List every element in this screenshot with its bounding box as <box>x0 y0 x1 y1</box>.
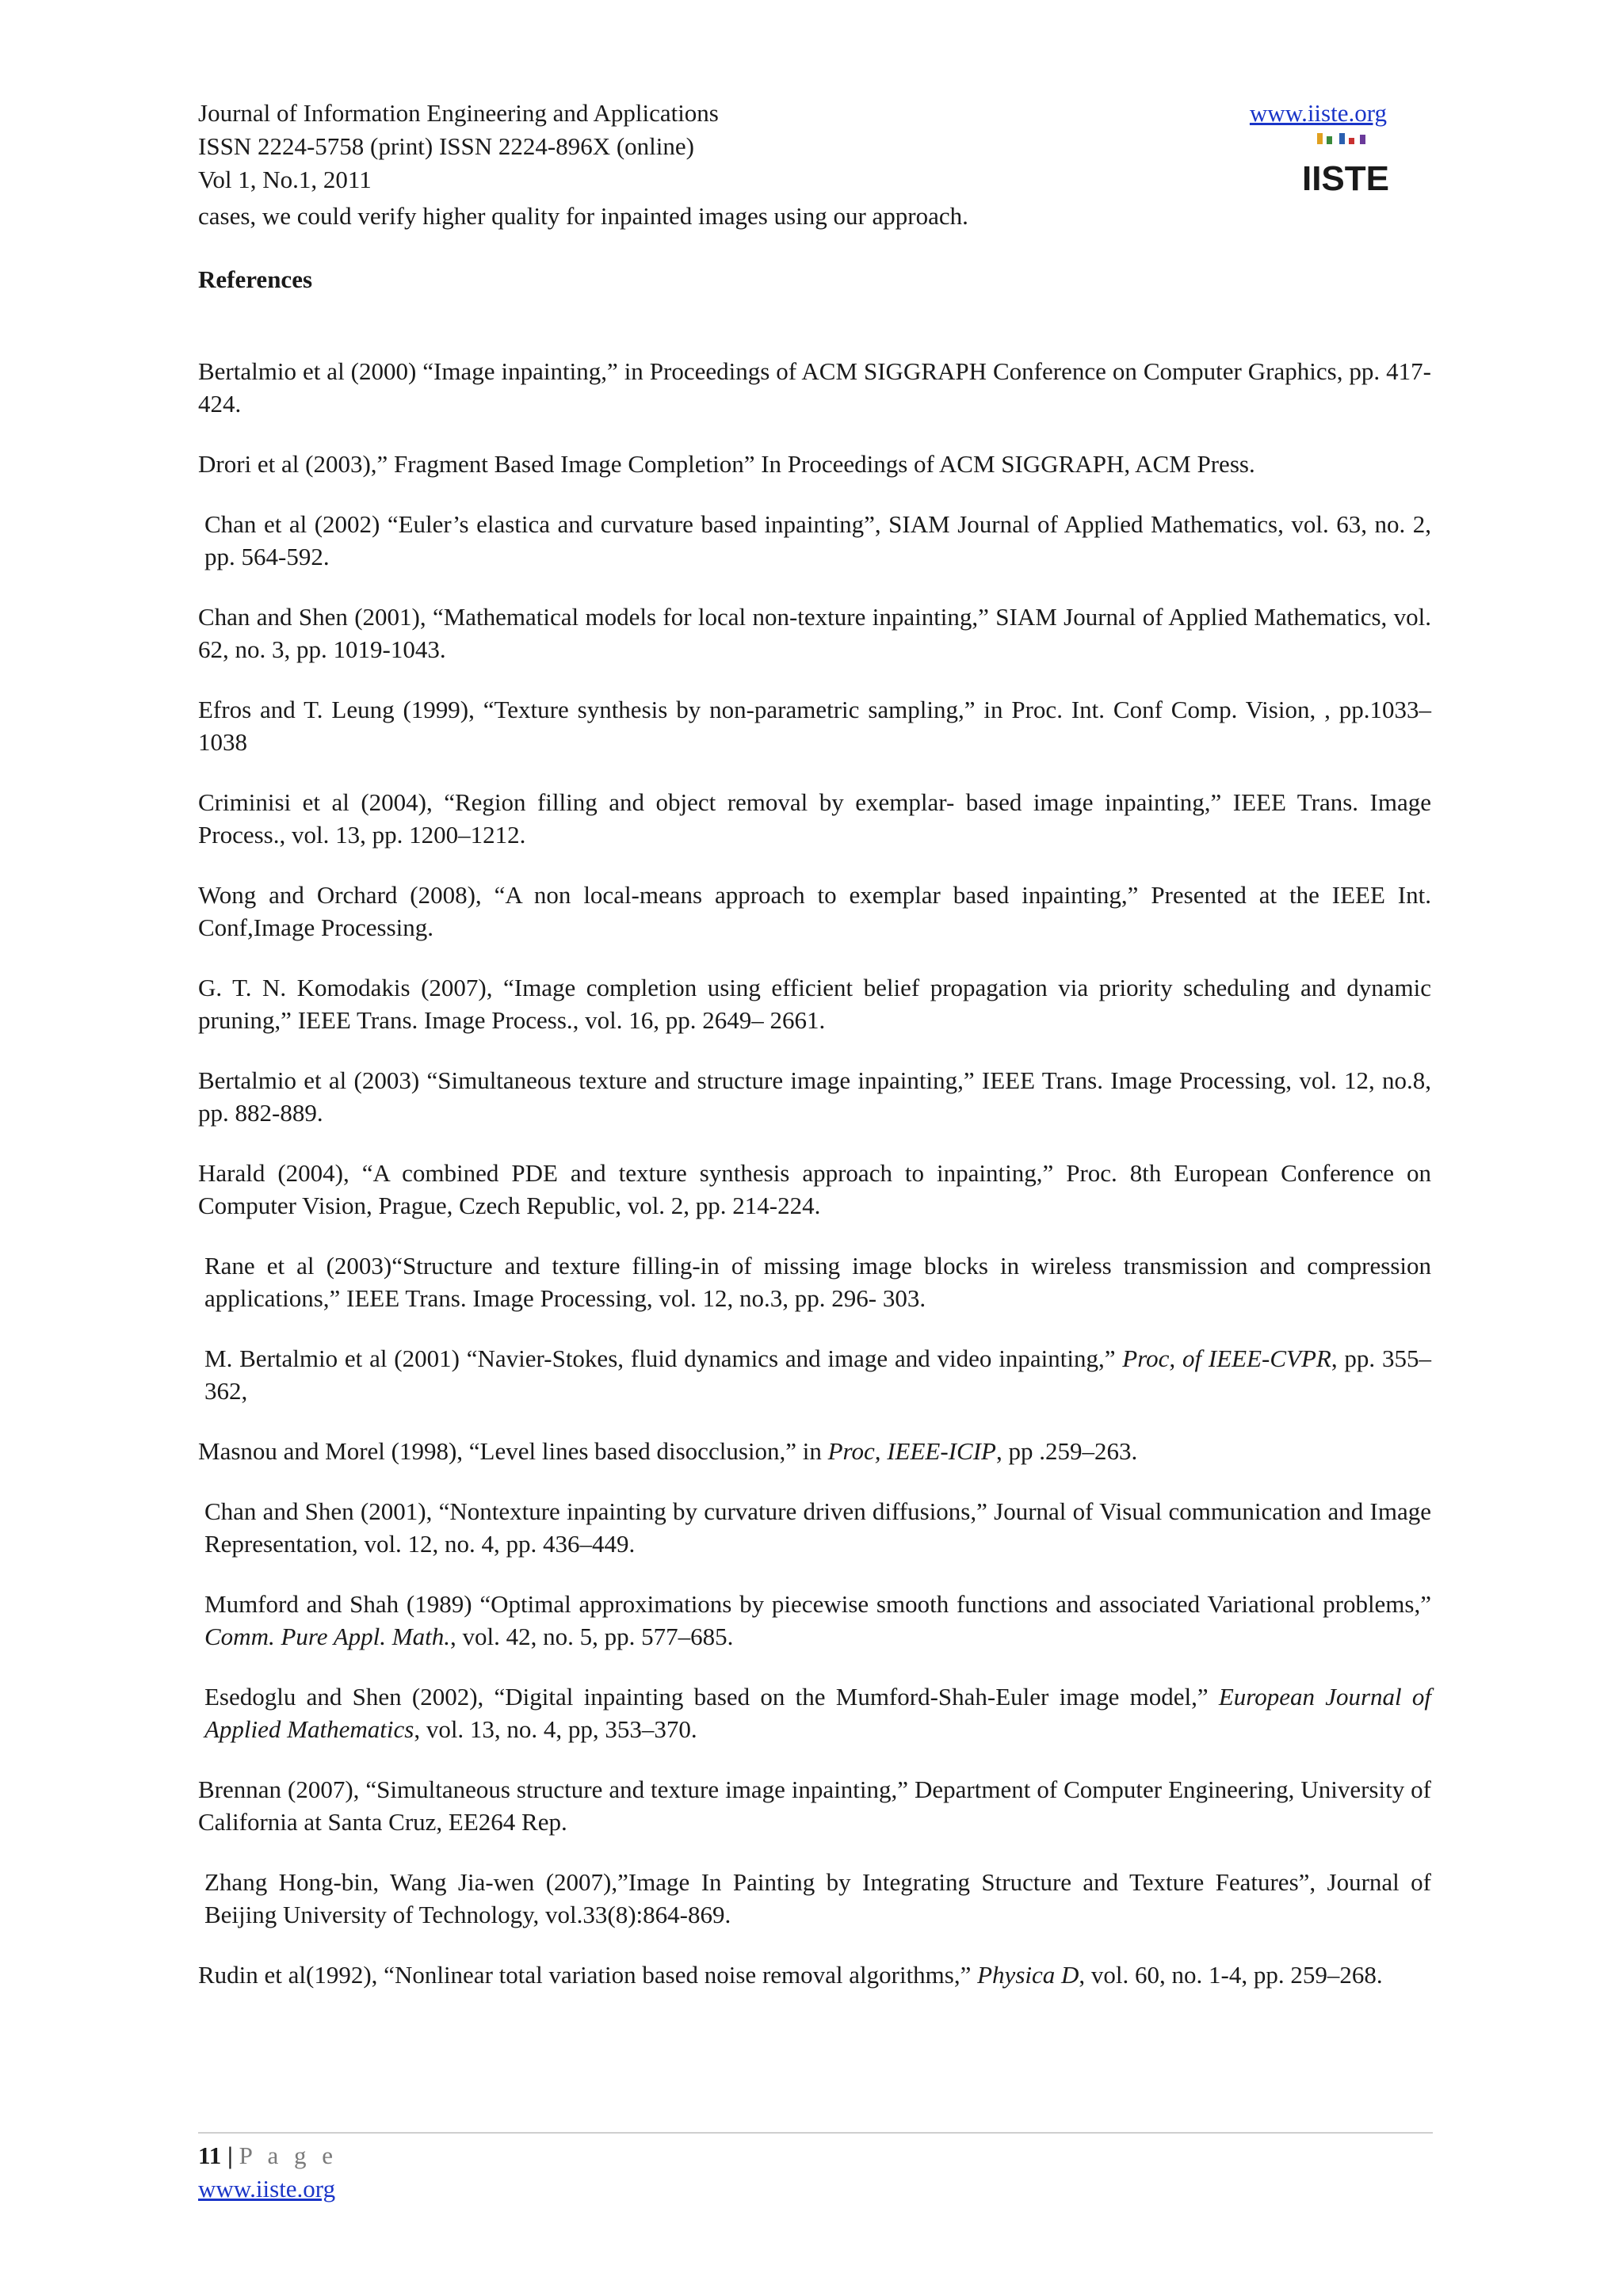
reference-text: , pp .259–263. <box>995 1437 1138 1465</box>
reference-text: , vol. 60, no. 1-4, pp. 259–268. <box>1079 1961 1383 1989</box>
reference-entry <box>198 508 1431 573</box>
reference-text: Criminisi et al (2004), “Region filling and object removal by exemplar- based image inpainting,” IEEE Trans. Image Process., vol. 13, pp. 1200–1212. <box>198 788 1431 849</box>
reference-italic-text: Comm. Pure Appl. Math. <box>204 1623 450 1650</box>
reference-text: Harald (2004), “A combined PDE and texture synthesis approach to inpainting,” Proc. 8th European Conference on Computer Vision, Prague, Czech Republic, vol. 2, pp. 214-224. <box>198 1159 1431 1219</box>
reference-text: Mumford and Shah (1989) “Optimal approximations by piecewise smooth functions and associated Variational problems,” <box>204 1590 1431 1618</box>
reference-text: Esedoglu and Shen (2002), “Digital inpainting based on the Mumford-Shah-Euler image model,” <box>204 1683 1219 1711</box>
reference-entry <box>198 1495 1431 1560</box>
reference-entry <box>198 786 1431 851</box>
reference-text: Rudin et al(1992), “Nonlinear total variation based noise removal algorithms,” <box>198 1961 978 1989</box>
reference-text: Efros and T. Leung (1999), “Texture synthesis by non-parametric sampling,” in Proc. Int. Conf Comp. Vision, , pp.1033–1038 <box>198 696 1431 756</box>
journal-title: Journal of Information Engineering and Applications <box>198 99 719 127</box>
footer-separator: | <box>227 2142 233 2169</box>
page-number-line <box>198 2139 338 2172</box>
reference-italic-text: European Journal of Applied Mathematics <box>204 1683 1431 1743</box>
reference-entry <box>198 601 1431 666</box>
reference-text: Chan and Shen (2001), “Mathematical models for local non-texture inpainting,” SIAM Journal of Applied Mathematics, vol. 62, no. 3, pp. 1019-1043. <box>198 603 1431 663</box>
reference-text: Zhang Hong-bin, Wang Jia-wen (2007),”Image In Painting by Integrating Structure and Texture Features”, Journal of Beijing University of Technology, vol.33(8):864-869. <box>204 1868 1431 1928</box>
reference-text: Chan et al (2002) “Euler’s elastica and curvature based inpainting”, SIAM Journal of Applied Mathematics, vol. 63, no. 2, pp. 564-592. <box>204 510 1431 570</box>
reference-italic-text: Physica D <box>977 1961 1079 1989</box>
reference-text: Rane et al (2003)“Structure and texture filling-in of missing image blocks in wireless transmission and compression applications,” IEEE Trans. Image Processing, vol. 12, no.3, pp. 296- 303. <box>204 1252 1431 1312</box>
reference-text: M. Bertalmio et al (2001) “Navier-Stokes, fluid dynamics and image and video inpainting,” <box>204 1344 1123 1372</box>
reference-entry <box>198 1773 1431 1838</box>
reference-text: G. T. N. Komodakis (2007), “Image completion using efficient belief propagation via priority scheduling and dynamic pruning,” IEEE Trans. Image Process., vol. 16, pp. 2649– 2661. <box>198 974 1431 1034</box>
page-number: 11 <box>198 2142 222 2169</box>
reference-text: , pp. 355–362, <box>204 1344 1432 1405</box>
intro-text: cases, we could verify higher quality for inpainted images using our approach. <box>198 202 968 230</box>
reference-list <box>198 355 1431 2019</box>
page-footer <box>198 2139 338 2206</box>
reference-text: , vol. 42, no. 5, pp. 577–685. <box>450 1623 734 1650</box>
reference-entry <box>198 971 1431 1036</box>
reference-text: Bertalmio et al (2000) “Image inpainting,” in Proceedings of ACM SIGGRAPH Conference on Computer Graphics, pp. 417-424. <box>198 357 1431 418</box>
header-website-link[interactable]: www.iiste.org <box>1249 99 1387 127</box>
reference-italic-text: Proc, IEEE-ICIP <box>827 1437 996 1465</box>
reference-entry <box>198 693 1431 758</box>
reference-entry <box>198 1064 1431 1129</box>
reference-entry <box>198 1866 1431 1931</box>
reference-entry <box>198 1435 1431 1467</box>
references-heading: References <box>198 265 313 293</box>
reference-text: Drori et al (2003),” Fragment Based Image Completion” In Proceedings of ACM SIGGRAPH, ACM Press. <box>198 450 1255 478</box>
reference-text: Masnou and Morel (1998), “Level lines based disocclusion,” in <box>198 1437 828 1465</box>
footer-website-link[interactable]: www.iiste.org <box>198 2175 336 2203</box>
footer-divider <box>198 2132 1433 2134</box>
reference-entry <box>198 1249 1431 1314</box>
page-label: P a g e <box>239 2142 338 2169</box>
reference-text: , vol. 13, no. 4, pp, 353–370. <box>414 1715 697 1743</box>
reference-text: Wong and Orchard (2008), “A non local-means approach to exemplar based inpainting,” Presented at the IEEE Int. Conf,Image Processing. <box>198 881 1431 941</box>
reference-text: Brennan (2007), “Simultaneous structure and texture image inpainting,” Department of Computer Engineering, University of California at Santa Cruz, EE264 Rep. <box>198 1775 1431 1836</box>
reference-entry <box>198 448 1431 480</box>
reference-entry <box>198 879 1431 944</box>
logo-wordmark: IISTE <box>1301 159 1390 198</box>
reference-text: Bertalmio et al (2003) “Simultaneous texture and structure image inpainting,” IEEE Trans. Image Processing, vol. 12, no.8, pp. 882-889. <box>198 1066 1431 1127</box>
issn-line: ISSN 2224-5758 (print) ISSN 2224-896X (online) <box>198 132 694 160</box>
volume-line: Vol 1, No.1, 2011 <box>198 166 372 193</box>
reference-entry <box>198 1157 1431 1222</box>
iiste-logo <box>1301 133 1390 198</box>
reference-italic-text: Proc, of IEEE-CVPR <box>1122 1344 1331 1372</box>
page-header <box>198 97 1390 198</box>
reference-entry <box>198 1680 1431 1745</box>
reference-entry <box>198 1588 1431 1653</box>
reference-entry <box>198 1958 1431 1991</box>
reference-text: Chan and Shen (2001), “Nontexture inpainting by curvature driven diffusions,” Journal of Visual communication and Image Representation, vol. 12, no. 4, pp. 436–449. <box>204 1497 1431 1558</box>
reference-entry <box>198 355 1431 420</box>
reference-entry <box>198 1342 1431 1407</box>
